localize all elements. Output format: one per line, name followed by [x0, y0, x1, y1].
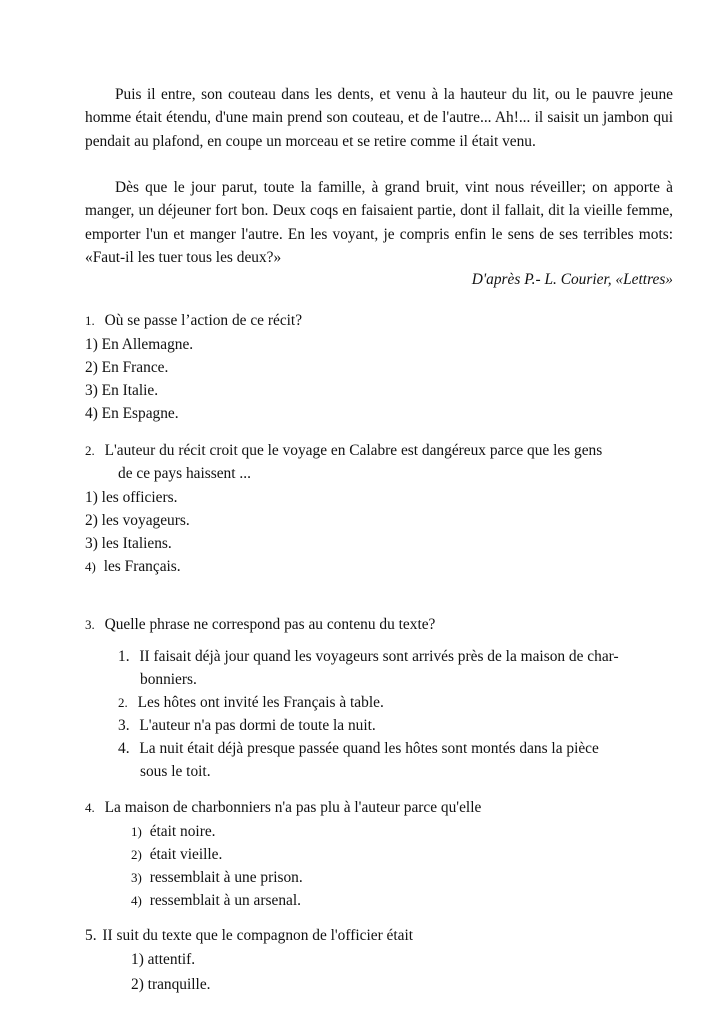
option-text: Les hôtes ont invité les Français à table.: [137, 694, 384, 711]
option-4-2[interactable]: [131, 843, 222, 866]
question-4: [85, 796, 481, 819]
option-1-4[interactable]: 4) En Espagne.: [85, 405, 179, 422]
option-number: 1): [131, 824, 142, 839]
option-1-1[interactable]: 1) En Allemagne.: [85, 336, 194, 353]
question-text: L'auteur du récit croit que le voyage en Calabre est dangéreux parce que les gens: [104, 442, 603, 459]
question-number: 1.: [85, 313, 95, 328]
option-number: 3.: [118, 717, 130, 734]
option-number: 1.: [118, 648, 130, 665]
option-3-4-continuation: sous le toit.: [140, 763, 211, 780]
option-1-2[interactable]: 2) En France.: [85, 359, 169, 376]
option-3-1-continuation: bonniers.: [140, 671, 197, 688]
option-text: était noire.: [149, 823, 216, 840]
question-number: 2.: [85, 443, 95, 458]
option-3-1[interactable]: [118, 645, 619, 668]
question-number: 4.: [85, 800, 95, 815]
option-text: La nuit était déjà presque passée quand les hôtes sont montés dans la pièce: [139, 740, 599, 757]
option-2-2[interactable]: 2) les voyageurs.: [85, 512, 190, 529]
option-2-1[interactable]: 1) les officiers.: [85, 489, 178, 506]
option-4-4[interactable]: [131, 889, 301, 912]
question-text: La maison de charbonniers n'a pas plu à l'auteur parce qu'elle: [104, 799, 482, 816]
question-5: [85, 924, 413, 947]
question-2-continuation: de ce pays haissent ...: [118, 465, 251, 482]
option-1-3[interactable]: 3) En Italie.: [85, 382, 159, 399]
question-text: Où se passe l’action de ce récit?: [104, 312, 303, 329]
question-number: 5.: [85, 927, 97, 944]
option-3-2[interactable]: [118, 691, 384, 714]
option-text: ressemblait à un arsenal.: [149, 892, 301, 909]
option-5-1[interactable]: 1) attentif.: [131, 951, 196, 968]
option-text: II faisait déjà jour quand les voyageurs sont arrivés près de la maison de char-: [139, 648, 619, 665]
option-number: 4): [85, 559, 96, 574]
question-text: Quelle phrase ne correspond pas au contenu du texte?: [104, 616, 436, 633]
option-2-3[interactable]: 3) les Italiens.: [85, 535, 172, 552]
question-1: [85, 309, 302, 332]
option-number: 4): [131, 893, 142, 908]
option-5-2[interactable]: 2) tranquille.: [131, 976, 211, 993]
option-4-1[interactable]: [131, 820, 216, 843]
option-3-3[interactable]: [118, 714, 376, 737]
option-3-4[interactable]: [118, 737, 599, 760]
option-text: les Français.: [103, 558, 181, 575]
option-text: L'auteur n'a pas dormi de toute la nuit.: [139, 717, 376, 734]
question-2: [85, 439, 602, 462]
option-number: 3): [131, 870, 142, 885]
option-4-3[interactable]: [131, 866, 303, 889]
option-number: 4.: [118, 740, 130, 757]
text-source: D'après P.- L. Courier, «Lettres»: [471, 271, 673, 288]
option-text: ressemblait à une prison.: [149, 869, 303, 886]
question-3: [85, 613, 435, 636]
question-number: 3.: [85, 617, 95, 632]
paragraph-2: Dès que le jour parut, toute la famille, à grand bruit, vint nous réveiller; on apporte à manger, un déjeuner fort bon. Deux coqs en faisaient partie, dont il fallait, dit la vieille femme, emporter l'un et manger l'autre. En les voyant, je compris enfin le sens de ses terribles mots: «Faut-il les tuer tous les deux?»: [85, 179, 673, 266]
option-number: 2.: [118, 695, 128, 710]
question-text: II suit du texte que le compagnon de l'officier était: [102, 927, 414, 944]
option-2-4[interactable]: [85, 555, 181, 578]
option-text: était vieille.: [149, 846, 223, 863]
option-number: 2): [131, 847, 142, 862]
paragraph-1: Puis il entre, son couteau dans les dents, et venu à la hauteur du lit, ou le pauvre jeune homme était étendu, d'une main prend son couteau, et de l'autre... Ah!... il saisit un jambon qui pendait au plafond, en coupe un morceau et se retire comme il était venu.: [85, 86, 673, 150]
